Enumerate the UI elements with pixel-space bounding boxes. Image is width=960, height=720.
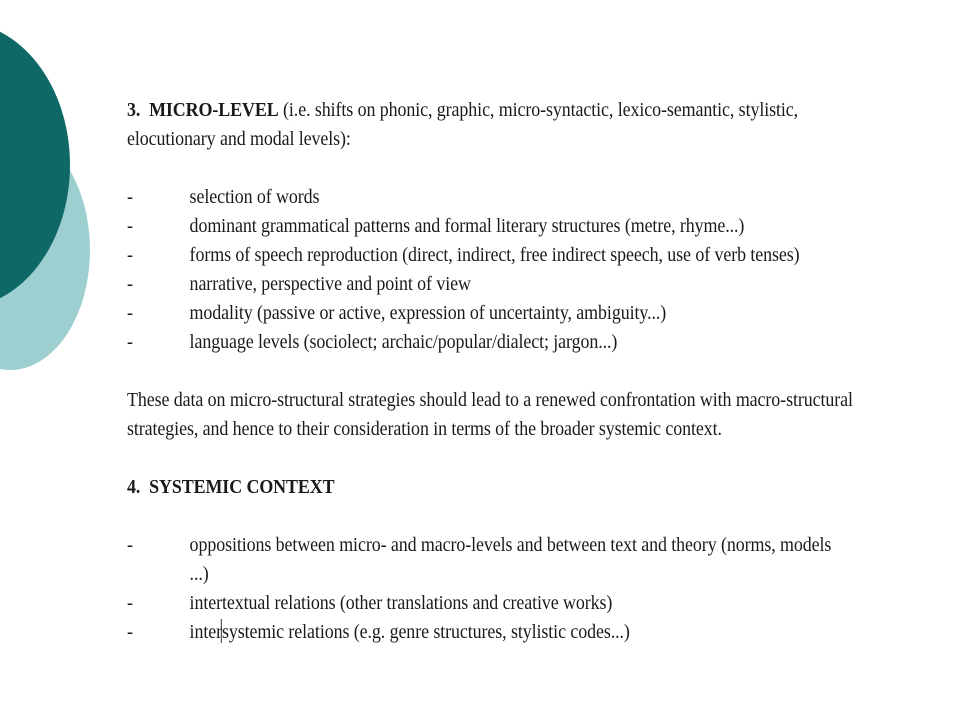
list-item: - narrative, perspective and point of view [127, 270, 854, 299]
list-item: - intersystemic relations (e.g. genre structures, stylistic codes...) [127, 618, 854, 647]
slide-content [127, 96, 854, 647]
list-item: - language levels (sociolect; archaic/popular/dialect; jargon...) [127, 328, 854, 357]
section4-heading [127, 473, 854, 502]
bullet-dash: - [127, 274, 133, 295]
section3-title: MICRO-LEVEL [149, 100, 279, 121]
list-item: - selection of words [127, 183, 854, 212]
section4-list [127, 531, 854, 647]
bullet-dash: - [127, 245, 133, 266]
bullet-dash: - [127, 332, 133, 353]
section4-number: 4. [127, 477, 141, 498]
section3-number: 3. [127, 100, 141, 121]
bullet-dash: - [127, 622, 133, 643]
bullet-dash: - [127, 535, 133, 556]
list-item: - oppositions between micro- and macro-levels and between text and theory (norms, models ...) [127, 531, 854, 589]
summary-paragraph: These data on micro-structural strategies should lead to a renewed confrontation with macro-structural strategies, and hence to their consideration in terms of the broader systemic context. [127, 390, 853, 440]
bullet-dash: - [127, 303, 133, 324]
bullet-dash: - [127, 187, 133, 208]
list-item: - dominant grammatical patterns and formal literary structures (metre, rhyme...) [127, 212, 854, 241]
list-item: - forms of speech reproduction (direct, indirect, free indirect speech, use of verb tenses) [127, 241, 854, 270]
bullet-dash: - [127, 216, 133, 237]
list-item: - intertextual relations (other translations and creative works) [127, 589, 854, 618]
section4-title: SYSTEMIC CONTEXT [149, 477, 335, 498]
section3-heading [127, 96, 854, 154]
section3-list [127, 183, 854, 357]
section3-intro-line2: elocutionary and modal levels): [127, 129, 351, 150]
list-item: - modality (passive or active, expression of uncertainty, ambiguity...) [127, 299, 854, 328]
section3-intro-line1: (i.e. shifts on phonic, graphic, micro-syntactic, lexico-semantic, stylistic, [278, 100, 799, 121]
bullet-dash: - [127, 593, 133, 614]
